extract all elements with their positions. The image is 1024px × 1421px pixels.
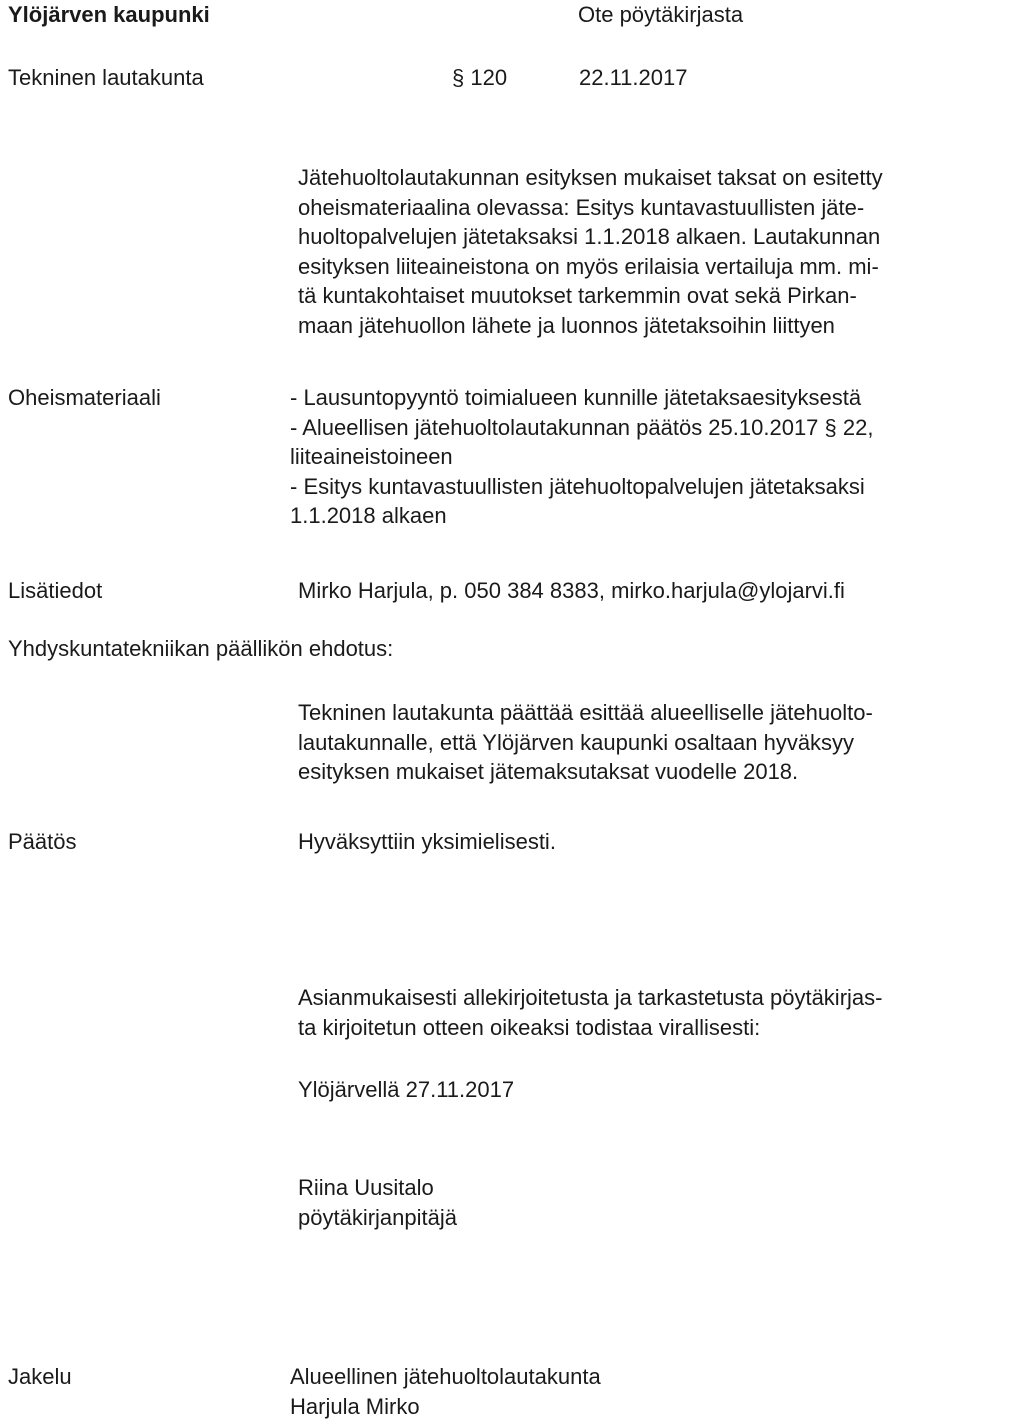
proposal-line: esityksen mukaiset jätemaksutaksat vuodelle 2018. [298, 759, 799, 784]
distribution-recipient: Alueellinen jätehuoltolautakunta [290, 1364, 601, 1389]
distribution-label: Jakelu [8, 1364, 72, 1389]
section-number: § 120 [452, 65, 508, 90]
signer-block [298, 1173, 457, 1232]
certification-place-date: Ylöjärvellä 27.11.2017 [298, 1077, 515, 1102]
decision-value: Hyväksyttiin yksimielisesti. [298, 829, 556, 854]
committee-name: Tekninen lautakunta [8, 65, 204, 90]
more-info-value: Mirko Harjula, p. 050 384 8383, mirko.harjula@ylojarvi.fi [298, 578, 845, 603]
certification-line: ta kirjoitetun otteen oikeaksi todistaa virallisesti: [298, 1014, 761, 1040]
meeting-date: 22.11.2017 [579, 65, 688, 90]
certification-text [298, 983, 882, 1042]
certification-line: Asianmukaisesti allekirjoitetusta ja tarkastetusta pöytäkirjas- [298, 985, 883, 1010]
signer-name: Riina Uusitalo [298, 1175, 434, 1200]
paragraph-line: Jätehuoltolautakunnan esityksen mukaiset taksat on esitetty [298, 165, 883, 190]
attachment-line: 1.1.2018 alkaen [290, 503, 447, 528]
signer-title: pöytäkirjanpitäjä [298, 1204, 457, 1230]
attachment-line: liiteaineistoineen [290, 444, 453, 469]
attachment-line: - Alueellisen jätehuoltolautakunnan päätös 25.10.2017 § 22, [290, 414, 874, 440]
paragraph-line: tä kuntakohtaiset muutokset tarkemmin ovat sekä Pirkan- [298, 283, 857, 308]
proposal-heading: Yhdyskuntatekniikan päällikön ehdotus: [8, 636, 394, 661]
decision-label: Päätös [8, 829, 77, 854]
distribution-recipient: Harjula Mirko [290, 1393, 420, 1419]
document-type: Ote pöytäkirjasta [578, 2, 744, 27]
attachment-line: - Lausuntopyyntö toimialueen kunnille jätetaksaesityksestä [290, 385, 862, 410]
more-info-label: Lisätiedot [8, 578, 103, 603]
attachments-list [290, 383, 873, 531]
attachments-label: Oheismateriaali [8, 385, 161, 410]
proposal-text [298, 698, 873, 787]
intro-paragraph [298, 163, 883, 340]
paragraph-line: oheismateriaalina olevassa: Esitys kuntavastuullisten jäte- [298, 194, 865, 220]
proposal-line: Tekninen lautakunta päättää esittää alueelliselle jätehuolto- [298, 700, 873, 725]
distribution-list [290, 1362, 601, 1421]
organization-name: Ylöjärven kaupunki [8, 2, 210, 27]
paragraph-line: maan jätehuollon lähete ja luonnos jätetaksoihin liittyen [298, 312, 835, 338]
paragraph-line: huoltopalvelujen jätetaksaksi 1.1.2018 alkaen. Lautakunnan [298, 224, 881, 249]
proposal-line: lautakunnalle, että Ylöjärven kaupunki osaltaan hyväksyy [298, 729, 855, 755]
paragraph-line: esityksen liiteaineistona on myös erilaisia vertailuja mm. mi- [298, 253, 879, 279]
attachment-line: - Esitys kuntavastuullisten jätehuoltopalvelujen jätetaksaksi [290, 473, 865, 499]
